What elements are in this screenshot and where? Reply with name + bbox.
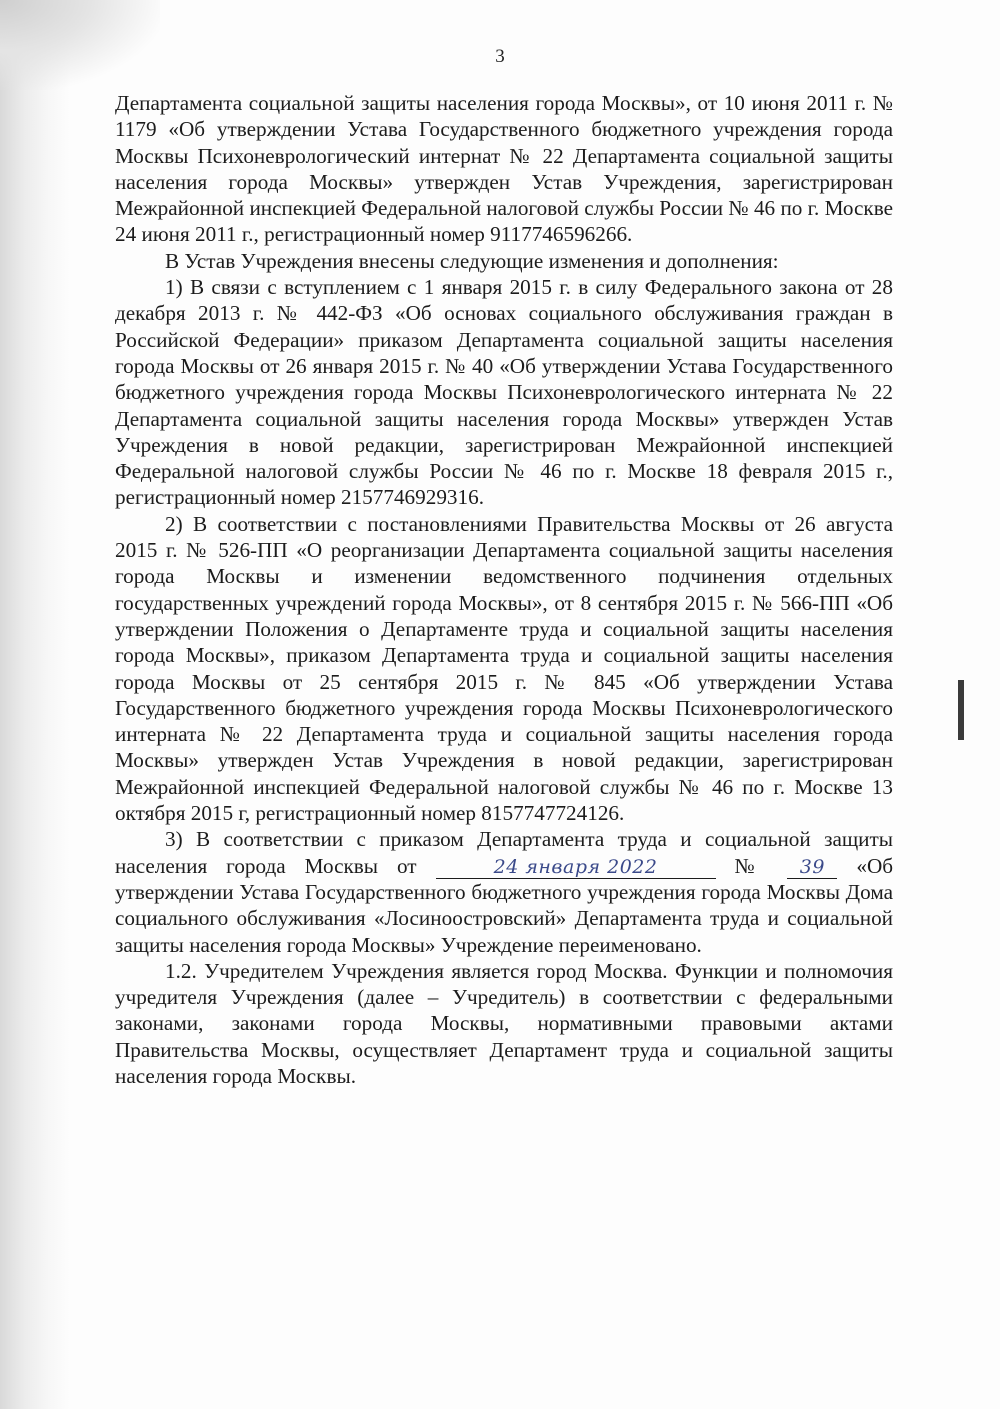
scan-artifact-bar — [958, 680, 964, 740]
paragraph-amendments-intro: В Устав Учреждения внесены следующие изменения и дополнения: — [165, 248, 779, 273]
paragraph-continuation: Департамента социальной защиты населения города Москвы», от 10 июня 2011 г. № 1179 «Об утверждении Устава Государственного бюджетного учреждения города Москвы Психоневрологический интернат № 22 Департамента социальной защиты населения города Москвы» утвержден Устав Учреждения, зарегистрирован Межрайонной инспекцией Федеральной налоговой службы России № 46 по г. Москве 24 июня 2011 г., регистрационный номер 9117746596266. — [115, 91, 893, 247]
amendment-3-start: 3) В соответствии с приказом Департамента труда и социальной защиты населения города Москвы от — [115, 827, 893, 878]
scan-corner-shadow — [0, 0, 160, 90]
scan-shadow — [0, 0, 70, 1409]
amendment-3-end: «Об утверждении Устава Государственного бюджетного учреждения города Москвы Дома социального обслуживания «Лосиноостровский» Департамента труда и социальной защиты населения города Москвы» Учреждение переименовано. — [115, 853, 894, 957]
paragraph-amendment-3 — [115, 826, 893, 957]
paragraph-founder: 1.2. Учредителем Учреждения является город Москва. Функции и полномочия учредителя Учреждения (далее – Учредитель) в соответствии с федеральными законами, законами города Москвы, нормативными правовыми актами Правительства Москвы, осуществляет Департамент труда и социальной защиты населения города Москвы. — [115, 958, 893, 1088]
handwritten-order-number: 39 — [787, 856, 837, 879]
number-sign: № — [734, 853, 769, 878]
document-body — [115, 90, 893, 1089]
paragraph-amendment-2: 2) В соответствии с постановлениями Правительства Москвы от 26 августа 2015 г. № 526-ПП «О реорганизации Департамента социальной защиты населения города Москвы и изменении ведомственного подчинения отдельных государственных учреждений города Москвы», от 8 сентября 2015 г. № 566-ПП «Об утверждении Положения о Департаменте труда и социальной защиты населения города Москвы», приказом Департамента труда и социальной защиты населения города Москвы от 25 сентября 2015 г. № 845 «Об утверждении Устава Государственного бюджетного учреждения города Москвы Психоневрологического интерната № 22 Департамента труда и социальной защиты населения города Москвы» утвержден Устав Учреждения в новой редакции, зарегистрирован Межрайонной инспекцией Федеральной налоговой службы № 46 по г. Москве 13 октября 2015 г, регистрационный номер 8157747724126. — [115, 511, 893, 826]
page-number: 3 — [495, 46, 505, 67]
handwritten-date: 24 января 2022 — [436, 856, 716, 879]
paragraph-amendment-1: 1) В связи с вступлением с 1 января 2015 г. в силу Федерального закона от 28 декабря 2013 г. № 442-ФЗ «Об основах социального обслуживания граждан в Российской Федерации» приказом Департамента социальной защиты населения города Москвы от 26 января 2015 г. № 40 «Об утверждении Устава Государственного бюджетного учреждения города Москвы Психоневрологического интерната № 22 Департамента социальной защиты населения города Москвы» утвержден Устав Учреждения в новой редакции, зарегистрирован Межрайонной инспекцией Федеральной налоговой службы России № 46 по г. Москве 18 февраля 2015 г., регистрационный номер 2157746929316. — [115, 275, 893, 510]
